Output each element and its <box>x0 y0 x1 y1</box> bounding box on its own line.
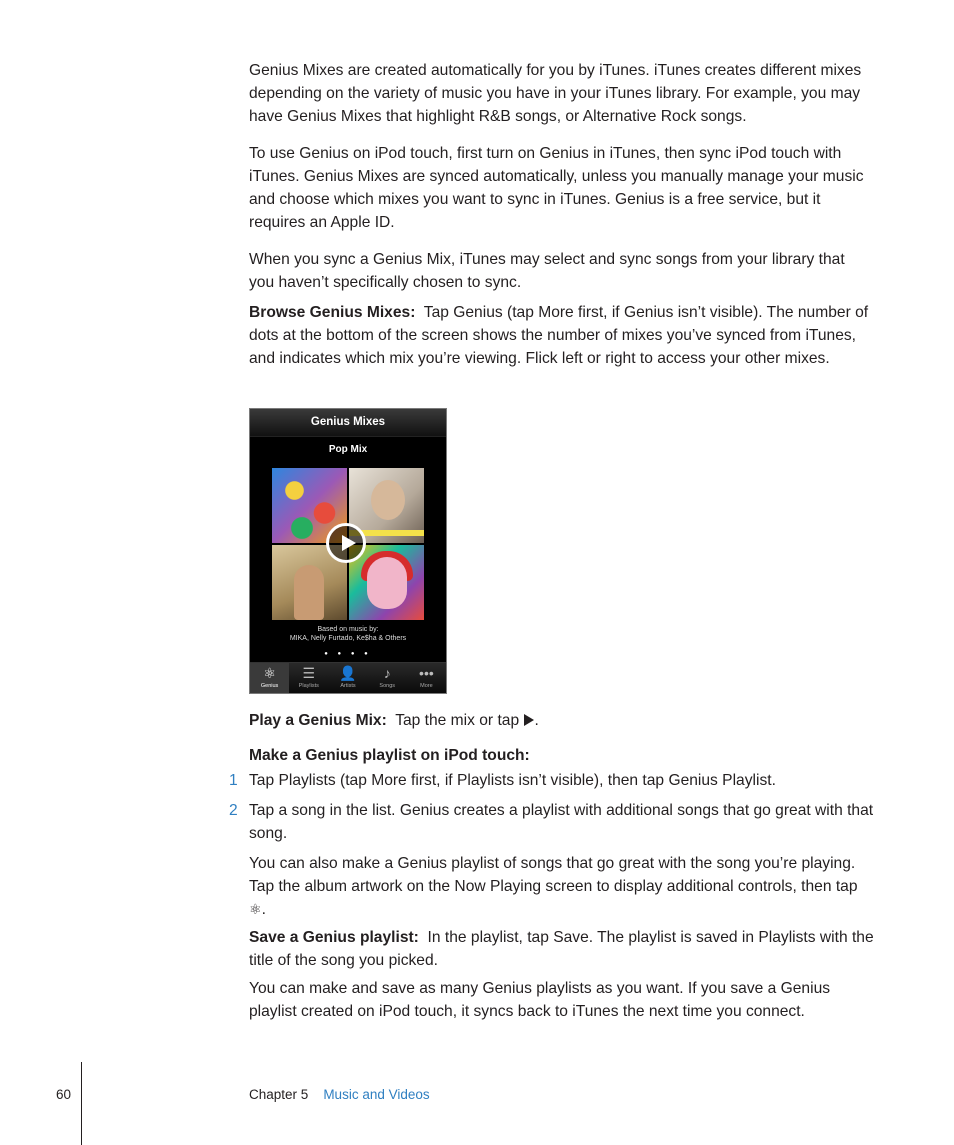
tab-songs[interactable] <box>368 663 407 693</box>
tab-label: Artists <box>340 683 356 689</box>
also-text: You can also make a Genius playlist of songs that go great with the song you’re playing. Tap the album artwork on the Now Playing screen to display additional controls, then tap <box>249 855 858 895</box>
based-on-label: Based on music by: <box>317 626 379 633</box>
chapter-label: Chapter 5 <box>249 1087 309 1102</box>
tab-label: More <box>420 683 433 689</box>
songs-icon: ♪ <box>383 665 391 681</box>
tab-label: Playlists <box>298 683 319 689</box>
play-text: Tap the mix or tap <box>395 712 520 729</box>
tab-genius[interactable] <box>250 663 289 693</box>
based-on-music <box>250 625 446 643</box>
play-triangle-icon <box>523 714 534 726</box>
step-number-1: 1 <box>229 772 238 789</box>
tab-more[interactable] <box>407 663 446 693</box>
paragraph-play-genius-mix <box>249 709 874 732</box>
play-label: Play a Genius Mix: <box>249 712 387 729</box>
play-icon[interactable] <box>326 523 366 563</box>
save-label: Save a Genius playlist: <box>249 929 419 946</box>
paragraph-save-genius-playlist <box>249 926 874 972</box>
tab-bar <box>250 662 446 693</box>
mix-name: Pop Mix <box>328 444 368 455</box>
save-text: In the playlist, tap Save. The playlist is saved in Playlists with the title of the song you picked. <box>249 929 874 969</box>
playlists-icon: ☰ <box>302 665 316 681</box>
chapter-title-link[interactable]: Music and Videos <box>323 1087 430 1102</box>
paragraph-sync-genius-mix: When you sync a Genius Mix, iTunes may select and sync songs from your library that you haven’t specifically chosen to sync. <box>249 251 845 291</box>
genius-icon: ⚛ <box>263 665 276 681</box>
tab-label: Genius <box>260 683 279 689</box>
footer-divider <box>81 1062 82 1145</box>
page-number: 60 <box>56 1087 72 1102</box>
browse-text: Tap Genius (tap More first, if Genius isn’t visible). The number of dots at the bottom of the screen shows the number of mixes you’ve synced from iTunes, and indicates which mix you’re viewing. Flick left or right to access your other mixes. <box>249 304 869 367</box>
based-on-artists: MIKA, Nelly Furtado, Ke$ha & Others <box>289 635 407 642</box>
page-dots: ● ● ● ● <box>324 651 372 657</box>
paragraph-browse-genius-mixes <box>249 301 874 370</box>
tab-label: Songs <box>379 683 396 689</box>
paragraph-also-make-playlist <box>249 852 874 921</box>
step-2-text: Tap a song in the list. Genius creates a playlist with additional songs that go great with that song. <box>249 802 874 842</box>
more-icon: ••• <box>419 665 434 681</box>
tab-playlists[interactable] <box>289 663 328 693</box>
play-end: . <box>534 712 539 729</box>
paragraph-save-many: You can make and save as many Genius playlists as you want. If you save a Genius playlist created on iPod touch, it syncs back to iTunes the next time you connect. <box>249 980 831 1020</box>
artists-icon: 👤 <box>339 665 357 681</box>
step-1-text: Tap Playlists (tap More first, if Playlists isn’t visible), then tap Genius Playlist. <box>249 772 776 789</box>
chapter-footer <box>249 1087 430 1102</box>
also-end: . <box>261 901 266 918</box>
paragraph-genius-mixes-intro: Genius Mixes are created automatically for you by iTunes. iTunes creates different mixes depending on the variety of music you have in your iTunes library. For example, you may have Genius Mixes that highlight R&B songs, or Alternative Rock songs. <box>249 62 862 125</box>
tab-artists[interactable] <box>328 663 367 693</box>
genius-atom-icon: ⚛ <box>249 901 262 917</box>
step-number-2: 2 <box>229 802 238 819</box>
make-playlist-heading: Make a Genius playlist on iPod touch: <box>249 747 530 764</box>
genius-mixes-screenshot <box>249 408 447 694</box>
paragraph-use-genius: To use Genius on iPod touch, first turn on Genius in iTunes, then sync iPod touch with iTunes. Genius Mixes are synced automatically, unless you manually manage your music and choose which mixes you want to sync in iTunes. Genius is a free service, but it requires an Apple ID. <box>249 145 864 231</box>
screen-title: Genius Mixes <box>250 409 446 437</box>
browse-label: Browse Genius Mixes: <box>249 304 416 321</box>
